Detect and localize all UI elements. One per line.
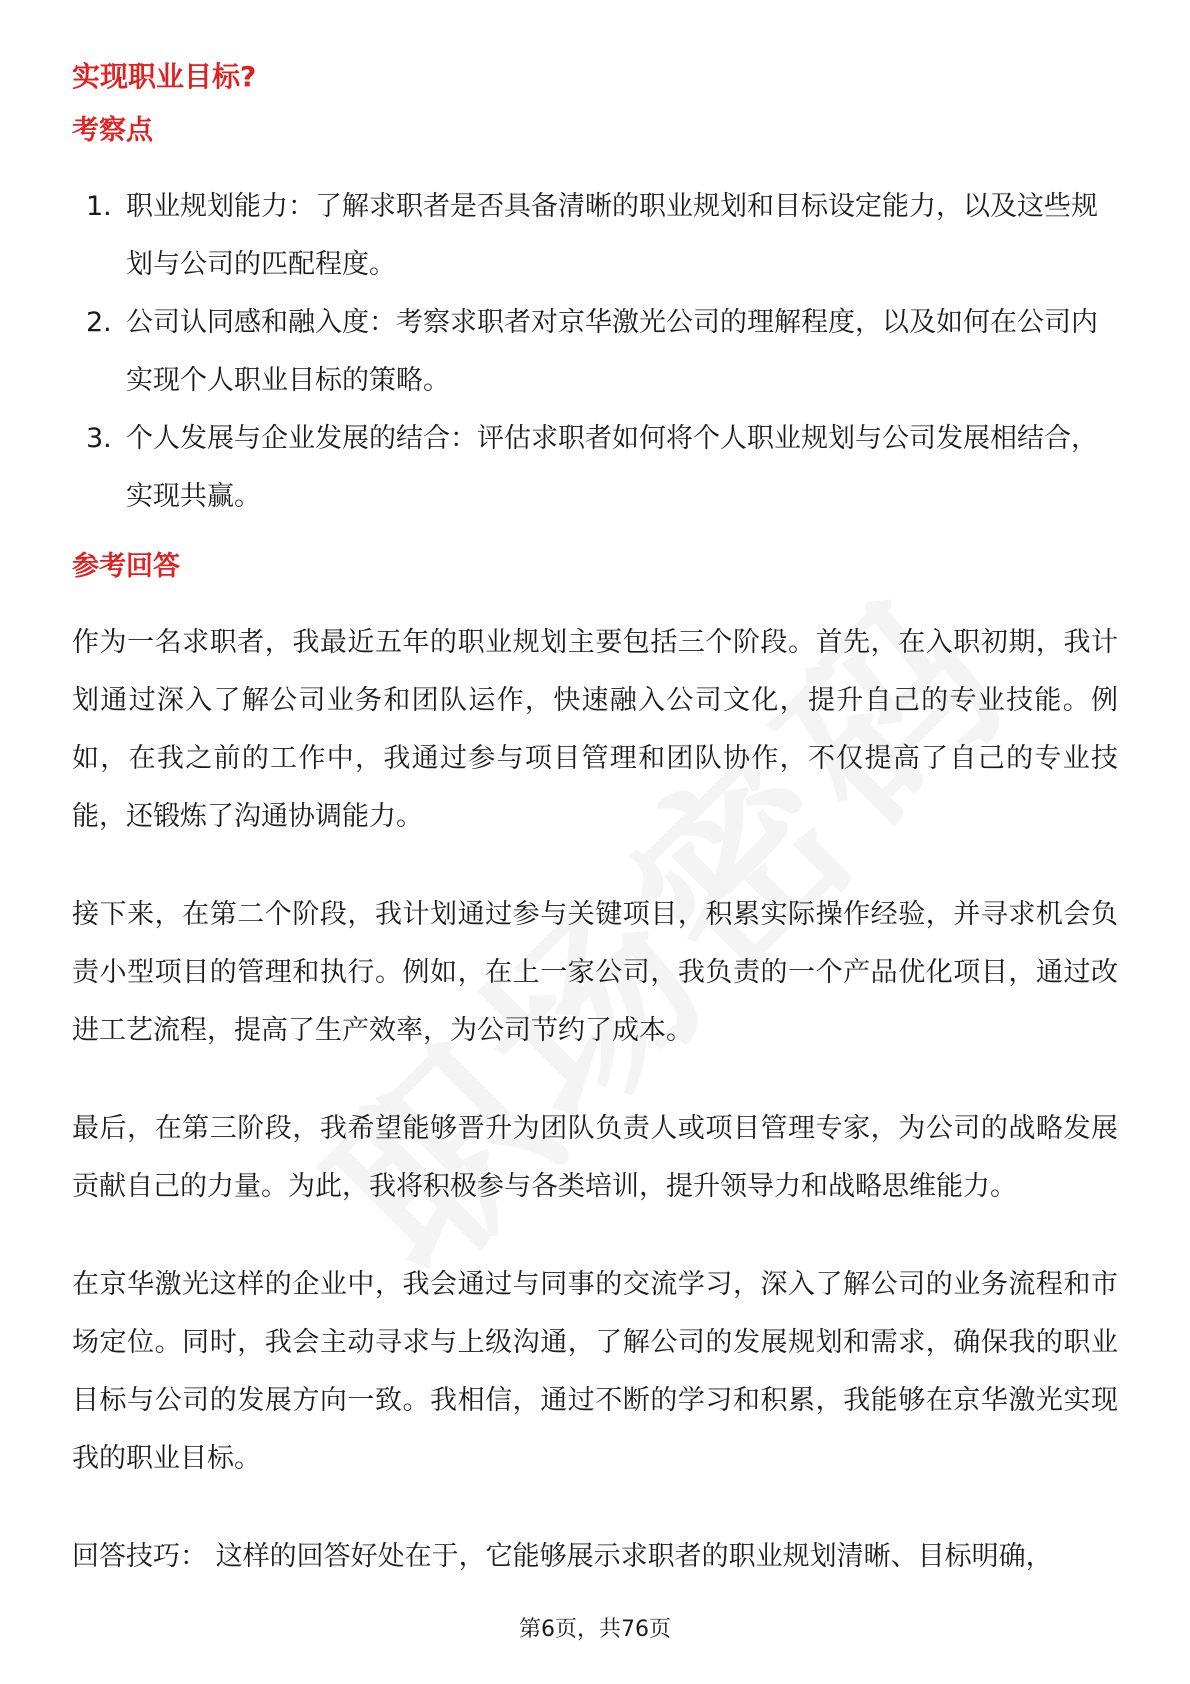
page-number: 第6页，共76页 <box>519 1617 671 1642</box>
question-title: 实现职业目标? <box>72 60 257 93</box>
answer-paragraph: 接下来，在第二个阶段，我计划通过参与关键项目，积累实际操作经验，并寻求机会负责小型项目的管理和执行。例如，在上一家公司，我负责的一个产品优化项目，通过改进工艺流程，提高了生产效率，为公司节约了成本。 <box>72 899 1118 1046</box>
page-content <box>72 52 1118 1626</box>
list-item-number: 1. <box>86 191 112 222</box>
answer-tips: 回答技巧： 这样的回答好处在于，它能够展示求职者的职业规划清晰、目标明确， <box>72 1541 1053 1572</box>
list-item-text: 个人发展与企业发展的结合：评估求职者如何将个人职业规划与公司发展相结合，实现共赢。 <box>126 423 1098 512</box>
answer-paragraph: 作为一名求职者，我最近五年的职业规划主要包括三个阶段。首先，在入职初期，我计划通过深入了解公司业务和团队运作，快速融入公司文化，提升自己的专业技能。例如，在我之前的工作中，我通过参与项目管理和团队协作，不仅提高了自己的专业技能，还锻炼了沟通协调能力。 <box>72 627 1118 832</box>
points-list <box>72 178 1118 526</box>
answer-paragraph: 最后，在第三阶段，我希望能够晋升为团队负责人或项目管理专家，为公司的战略发展贡献自己的力量。为此，我将积极参与各类培训，提升领导力和战略思维能力。 <box>72 1113 1118 1202</box>
list-item-number: 2. <box>86 307 112 338</box>
points-heading: 考察点 <box>72 115 153 146</box>
list-item <box>72 294 1118 410</box>
answer-paragraph: 在京华激光这样的企业中，我会通过与同事的交流学习，深入了解公司的业务流程和市场定位。同时，我会主动寻求与上级沟通，了解公司的发展规划和需求，确保我的职业目标与公司的发展方向一致。我相信，通过不断的学习和积累，我能够在京华激光实现我的职业目标。 <box>72 1269 1118 1474</box>
list-item-text: 公司认同感和融入度：考察求职者对京华激光公司的理解程度，以及如何在公司内实现个人职业目标的策略。 <box>126 307 1098 396</box>
list-item-text: 职业规划能力：了解求职者是否具备清晰的职业规划和目标设定能力，以及这些规划与公司的匹配程度。 <box>126 191 1098 280</box>
list-item-number: 3. <box>86 423 112 454</box>
answer-heading: 参考回答 <box>72 551 180 582</box>
list-item <box>72 410 1118 526</box>
list-item <box>72 178 1118 294</box>
